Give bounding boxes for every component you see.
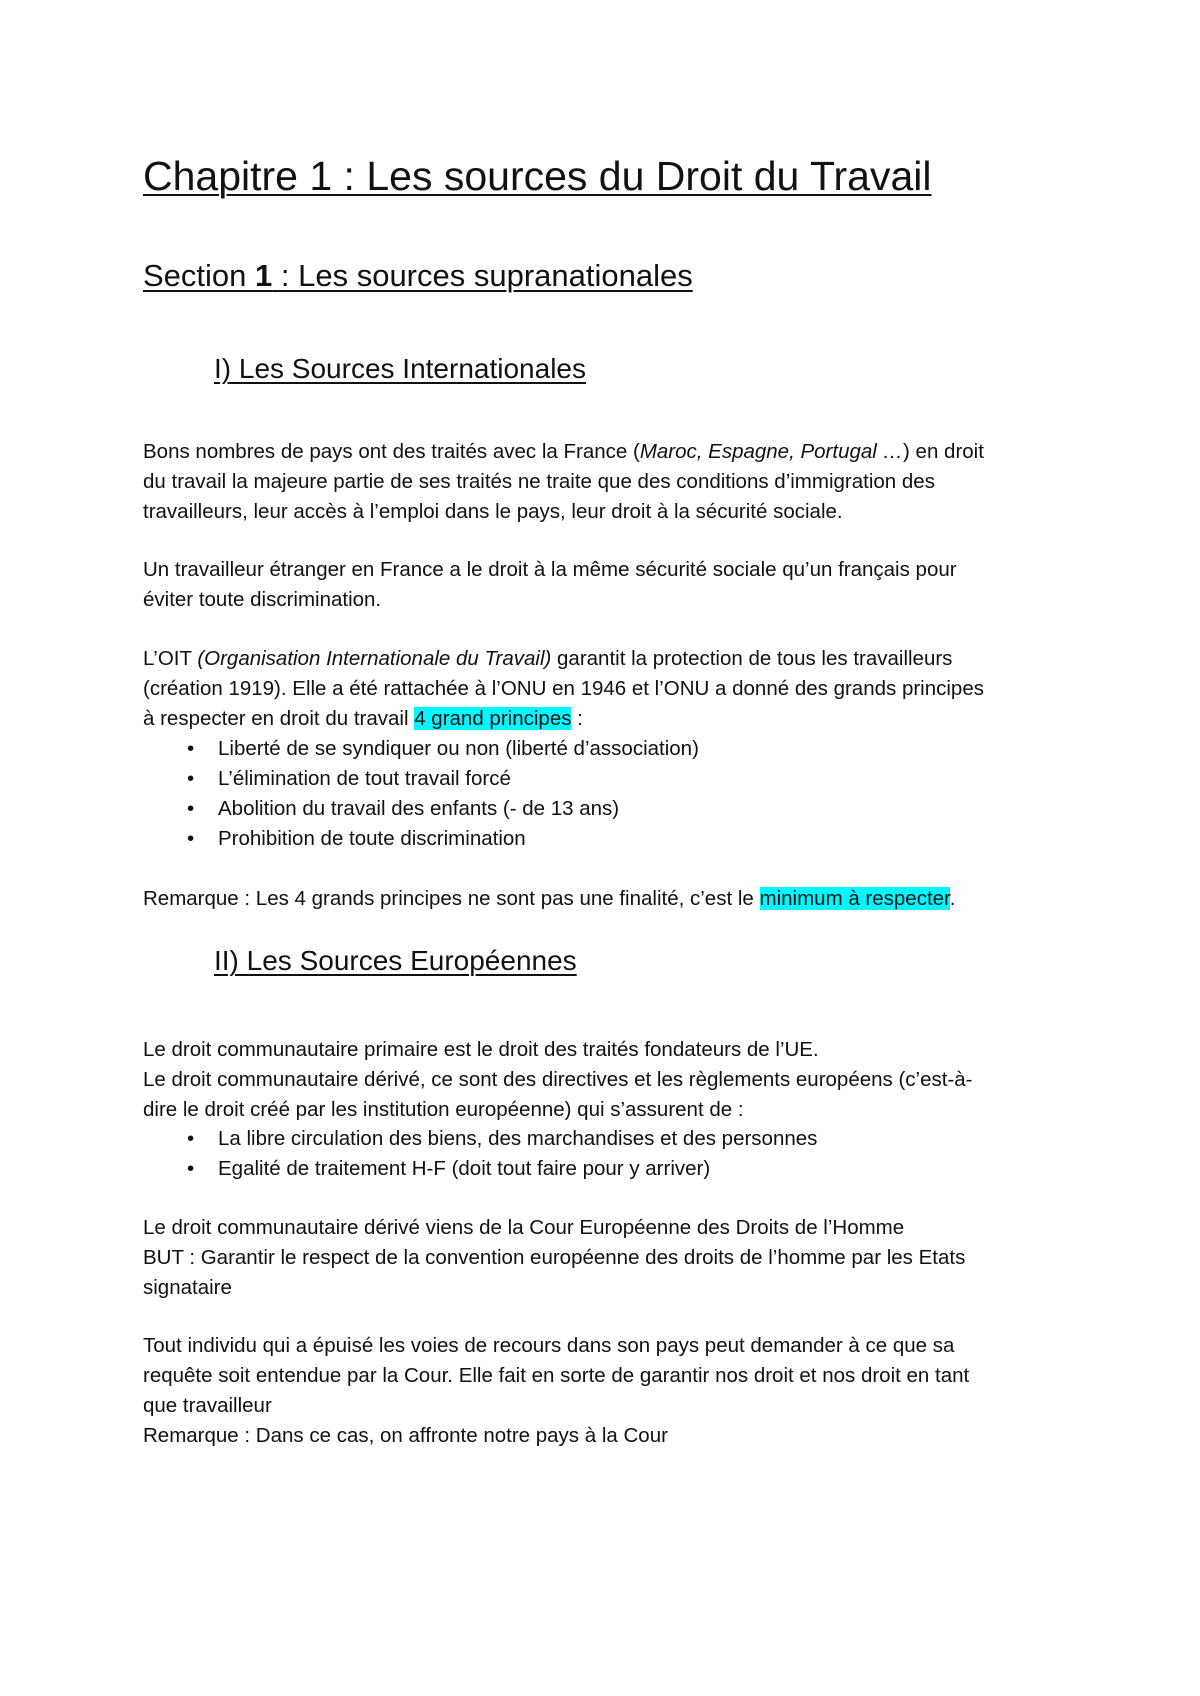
text-run: L’OIT xyxy=(143,647,198,670)
text-run: : xyxy=(571,707,583,730)
paragraph-line: Le droit communautaire dérivé, ce sont des directives et les règlements européens (c’est-à- xyxy=(143,1068,973,1091)
list-item-text: Prohibition de toute discrimination xyxy=(218,827,526,850)
section-prefix: Section xyxy=(143,258,256,293)
paragraph-line xyxy=(143,884,1073,914)
paragraph-line: Tout individu qui a épuisé les voies de recours dans son pays peut demander à ce que sa xyxy=(143,1334,955,1357)
text-run: Remarque : Les 4 grands principes ne sont pas une finalité, c’est le xyxy=(143,887,760,910)
highlighted-text: 4 grand principes xyxy=(414,707,572,730)
paragraph-line: du travail la majeure partie de ses traités ne traite que des conditions d’immigration des xyxy=(143,470,935,493)
part1-remark xyxy=(143,884,1073,914)
part2-paragraph-3 xyxy=(143,1331,1073,1451)
part1-bullet-list xyxy=(143,734,699,854)
paragraph-line xyxy=(143,437,1073,467)
text-run: . xyxy=(949,887,956,910)
section-number: 1 xyxy=(255,258,273,293)
list-item xyxy=(143,1154,817,1184)
highlighted-text: minimum à respecter xyxy=(759,887,950,910)
paragraph-line: Un travailleur étranger en France a le droit à la même sécurité sociale qu’un français pour xyxy=(143,558,957,581)
paragraph-line: requête soit entendue par la Cour. Elle fait en sorte de garantir nos droit et nos droit en tant xyxy=(143,1364,970,1387)
part2-heading: II) Les Sources Européennes xyxy=(214,945,577,976)
section-heading xyxy=(143,256,693,296)
paragraph-line: que travailleur xyxy=(143,1394,272,1417)
paragraph-line: éviter toute discrimination. xyxy=(143,588,382,611)
list-item-text: Liberté de se syndiquer ou non (liberté d’association) xyxy=(218,737,699,760)
part2-bullet-list xyxy=(143,1124,817,1184)
list-item xyxy=(143,794,699,824)
paragraph-line xyxy=(143,704,1073,734)
paragraph-line: Le droit communautaire dérivé viens de la Cour Européenne des Droits de l’Homme xyxy=(143,1216,905,1239)
list-item-text: Abolition du travail des enfants (- de 13 ans) xyxy=(218,797,620,820)
bullet-icon: • xyxy=(187,1157,195,1180)
part2-paragraph-1 xyxy=(143,1035,1073,1125)
text-run: à respecter en droit du travail xyxy=(143,707,415,730)
bullet-icon: • xyxy=(187,1127,195,1150)
paragraph-line: BUT : Garantir le respect de la convention européenne des droits de l’homme par les Etats xyxy=(143,1246,966,1269)
paragraph-line: travailleurs, leur accès à l’emploi dans le pays, leur droit à la sécurité sociale. xyxy=(143,500,843,523)
text-run: ) en droit xyxy=(903,440,984,463)
bullet-icon: • xyxy=(187,737,195,760)
paragraph-line: signataire xyxy=(143,1276,232,1299)
italic-countries: Maroc, Espagne, Portugal … xyxy=(639,440,904,463)
paragraph-line xyxy=(143,644,1073,674)
text-run: garantit la protection de tous les travailleurs xyxy=(551,647,953,670)
section-rest: : Les sources supranationales xyxy=(272,258,693,293)
list-item xyxy=(143,1124,817,1154)
paragraph-line: (création 1919). Elle a été rattachée à l’ONU en 1946 et l’ONU a donné des grands principes xyxy=(143,677,984,700)
part1-heading: I) Les Sources Internationales xyxy=(214,353,586,384)
text-run: Bons nombres de pays ont des traités avec la France ( xyxy=(143,440,640,463)
bullet-icon: • xyxy=(187,767,195,790)
paragraph-line: dire le droit créé par les institution européenne) qui s’assurent de : xyxy=(143,1098,744,1121)
part1-paragraph-2 xyxy=(143,555,1073,615)
italic-oit-name: (Organisation Internationale du Travail) xyxy=(197,647,552,670)
bullet-icon: • xyxy=(187,797,195,820)
chapter-title: Chapitre 1 : Les sources du Droit du Travail xyxy=(143,153,932,199)
list-item-text: Egalité de traitement H-F (doit tout faire pour y arriver) xyxy=(218,1157,711,1180)
list-item xyxy=(143,764,699,794)
list-item-text: La libre circulation des biens, des marchandises et des personnes xyxy=(218,1127,818,1150)
paragraph-line: Remarque : Dans ce cas, on affronte notre pays à la Cour xyxy=(143,1424,668,1447)
list-item-text: L’élimination de tout travail forcé xyxy=(218,767,511,790)
paragraph-line: Le droit communautaire primaire est le droit des traités fondateurs de l’UE. xyxy=(143,1038,819,1061)
bullet-icon: • xyxy=(187,827,195,850)
list-item xyxy=(143,734,699,764)
list-item xyxy=(143,824,699,854)
part2-paragraph-2 xyxy=(143,1213,1073,1303)
part1-paragraph-3 xyxy=(143,644,1073,734)
part1-paragraph-1 xyxy=(143,437,1073,527)
